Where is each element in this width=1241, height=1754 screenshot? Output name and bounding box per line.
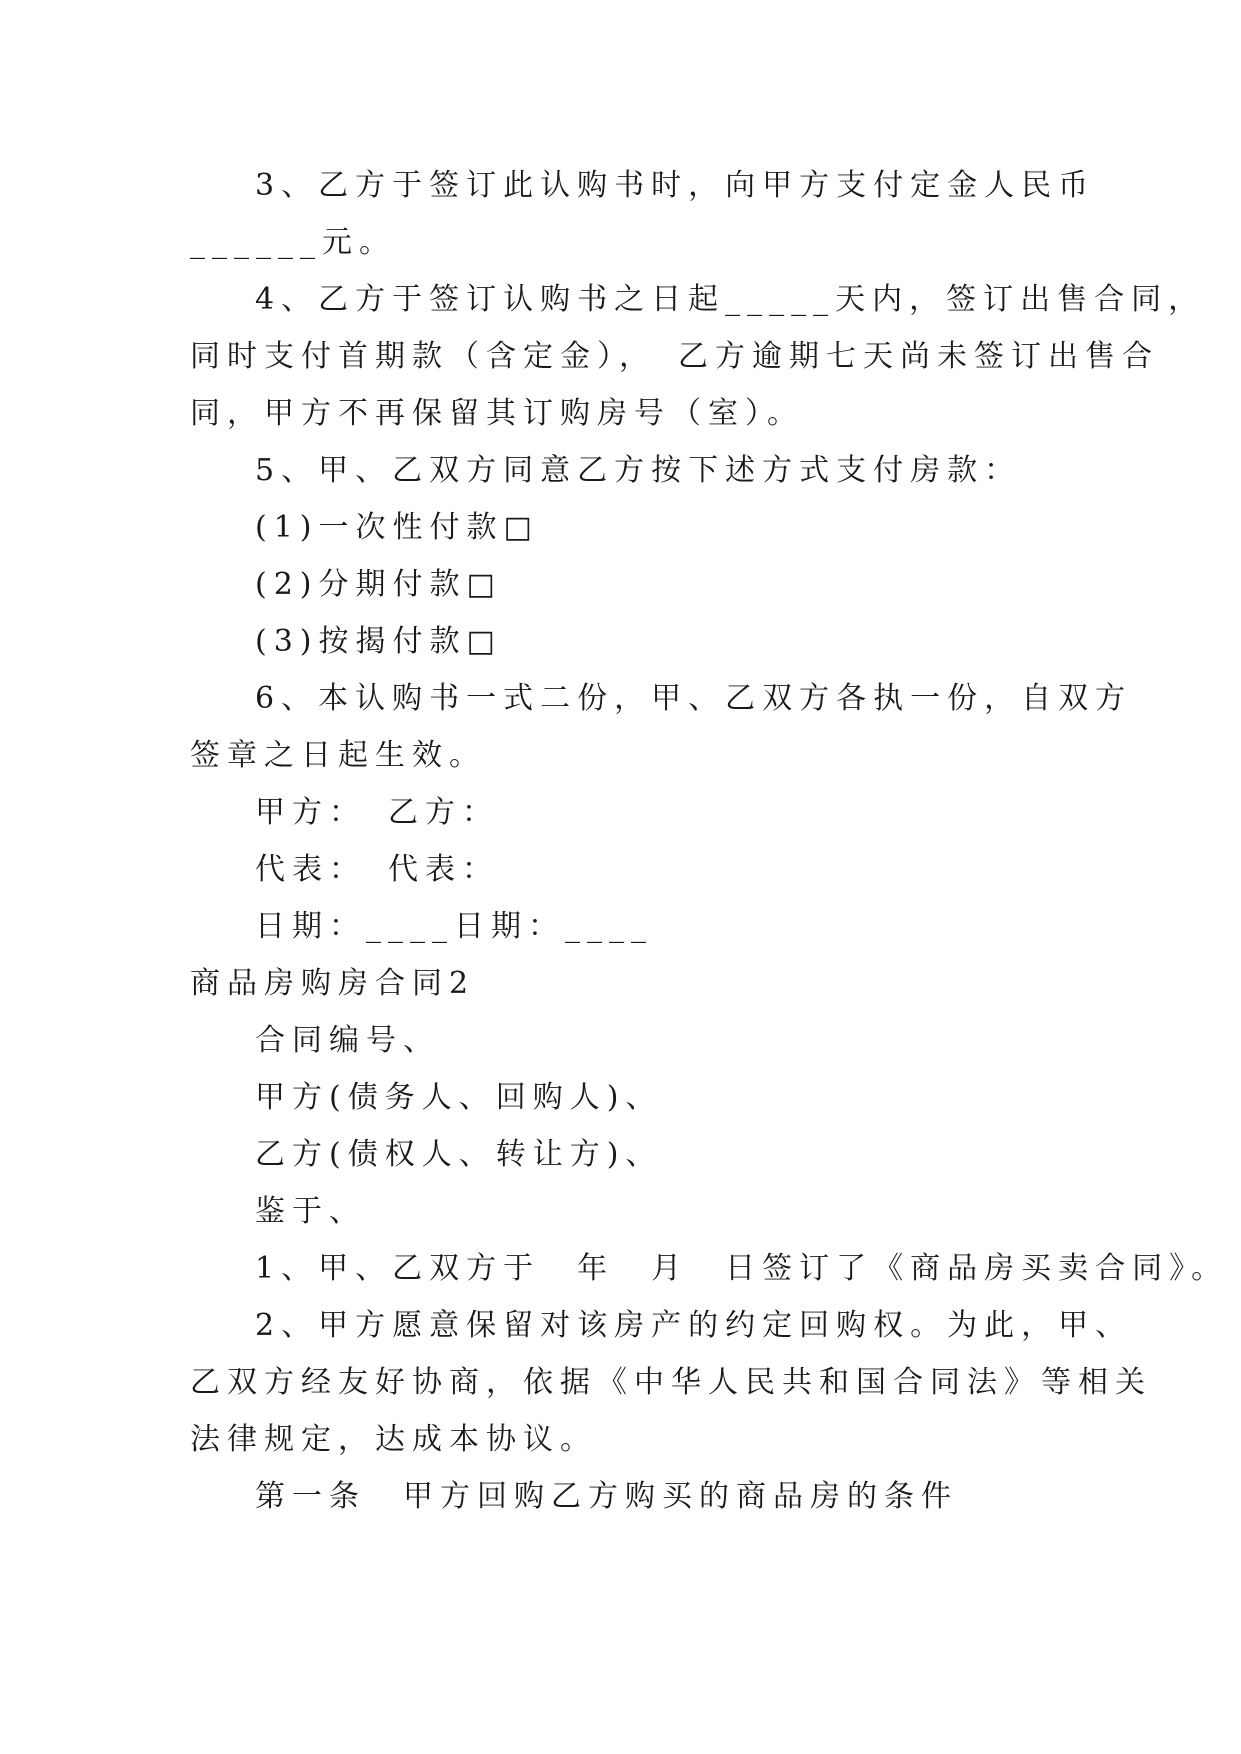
payment-option: (2)分期付款□ [255,567,502,602]
paragraph-line: 同时支付首期款（含定金）， 乙方逾期七天尚未签订出售合 [190,339,1159,374]
paragraph-line: 3、乙方于签订此认购书时，向甲方支付定金人民币 [255,168,1096,203]
paragraph-line: 2、甲方愿意保留对该房产的约定回购权。为此，甲、 [255,1308,1133,1343]
paragraph-line: 鉴于、 [255,1194,366,1229]
paragraph-line: 4、乙方于签订认购书之日起_____天内，签订出售合同， [255,282,1206,317]
paragraph-line: 6、本认购书一式二份，甲、乙双方各执一份，自双方 [255,681,1133,716]
paragraph-line: 乙双方经友好协商，依据《中华人民共和国合同法》等相关 [190,1365,1152,1400]
paragraph-line: ______元。 [190,225,396,260]
paragraph-line: 乙方(债权人、转让方)、 [255,1137,663,1172]
payment-option: (1)一次性付款□ [255,510,539,545]
signature-party-line: 甲方： 乙方： [255,795,499,830]
signature-date-line: 日期：____日期：____ [255,909,653,944]
paragraph-line: 合同编号、 [255,1023,440,1058]
paragraph-line: 法律规定，达成本协议。 [190,1422,597,1457]
payment-option: (3)按揭付款□ [255,624,502,659]
paragraph-line: 1、甲、乙双方于 年 月 日签订了《商品房买卖合同》。 [255,1251,1229,1286]
signature-representative-line: 代表： 代表： [255,852,499,887]
section-title: 商品房购房合同2 [190,966,476,1001]
paragraph-line: 签章之日起生效。 [190,738,486,773]
paragraph-line: 同，甲方不再保留其订购房号（室）。 [190,396,804,431]
paragraph-line: 5、甲、乙双方同意乙方按下述方式支付房款： [255,453,1022,488]
article-heading: 第一条 甲方回购乙方购买的商品房的条件 [255,1479,958,1514]
paragraph-line: 甲方(债务人、回购人)、 [255,1080,663,1115]
